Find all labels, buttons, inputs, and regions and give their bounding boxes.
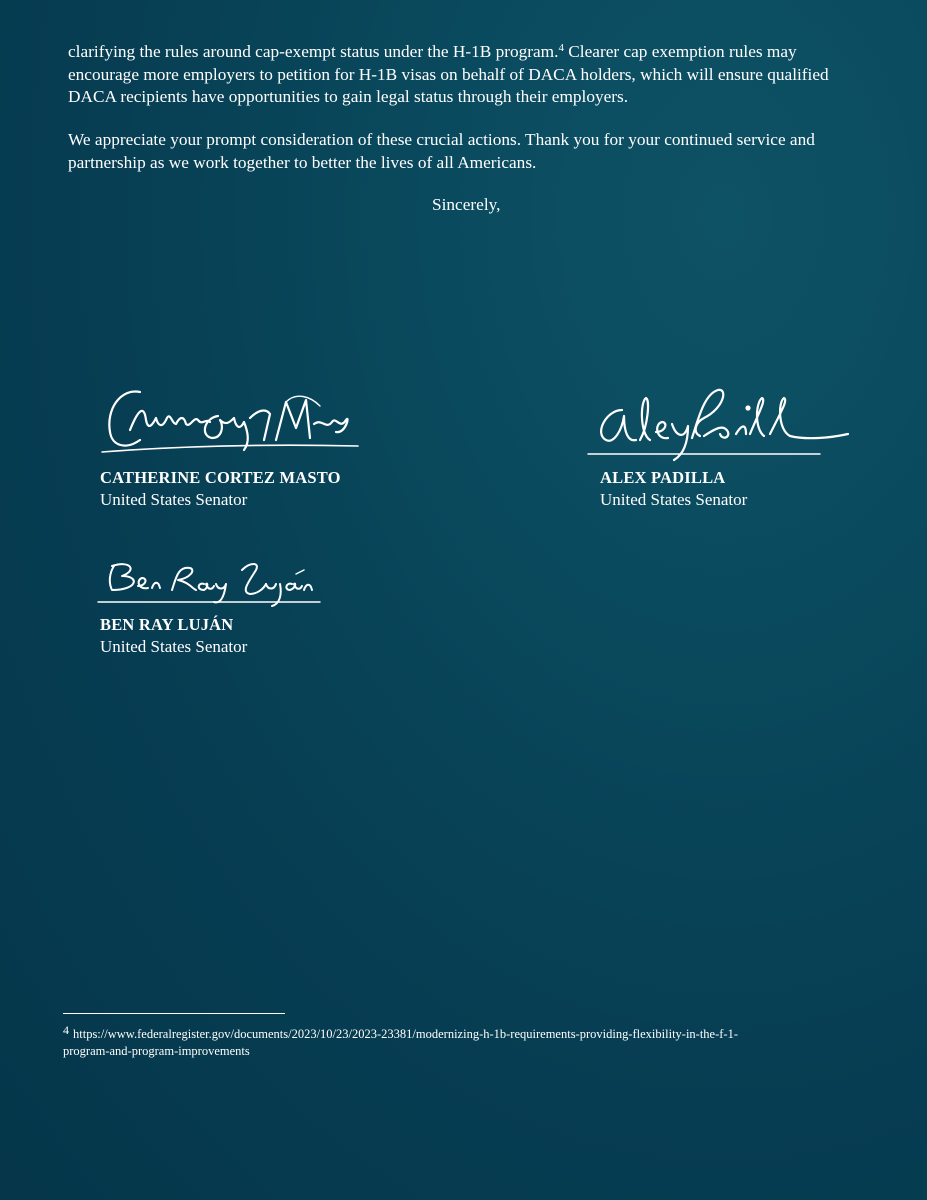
signatory-name: CATHERINE CORTEZ MASTO xyxy=(100,468,341,487)
letter-paragraph-1 xyxy=(68,41,868,109)
signatory-title: United States Senator xyxy=(100,637,248,656)
paragraph-1-text-continued: Clearer cap exemption rules may encourage more employers to petition for H-1B visas on behalf of DACA holders, which will ensure qualified DACA recipients have opportunities to gain legal status through their employers. xyxy=(68,42,829,106)
letter-paragraph-2: We appreciate your prompt consideration of these crucial actions. Thank you for your continued service and partnership as we work together to better the lives of all Americans. xyxy=(68,130,815,172)
paragraph-1-text: clarifying the rules around cap-exempt status under the H-1B program. xyxy=(68,42,559,61)
closing-salutation: Sincerely, xyxy=(432,195,501,214)
signatory-name: ALEX PADILLA xyxy=(600,468,726,487)
footnote-link[interactable]: https://www.federalregister.gov/documents/2023/10/23/2023-23381/modernizing-h-1b-requirements-providing-flexibility-in-the-f-1-program-and-program-improvements xyxy=(63,1027,739,1058)
signature-lujan-graphic xyxy=(100,556,330,616)
signatory-name: BEN RAY LUJÁN xyxy=(100,615,234,634)
footnote xyxy=(63,1022,763,1060)
signature-cortez-masto-graphic xyxy=(100,380,360,470)
footnote-reference[interactable]: 4 xyxy=(558,42,564,54)
signatory-title: United States Senator xyxy=(600,490,748,509)
footnote-divider xyxy=(63,1013,285,1014)
signature-padilla-graphic xyxy=(600,380,860,470)
signatory-title: United States Senator xyxy=(100,490,248,509)
footnote-number: 4 xyxy=(63,1023,69,1037)
